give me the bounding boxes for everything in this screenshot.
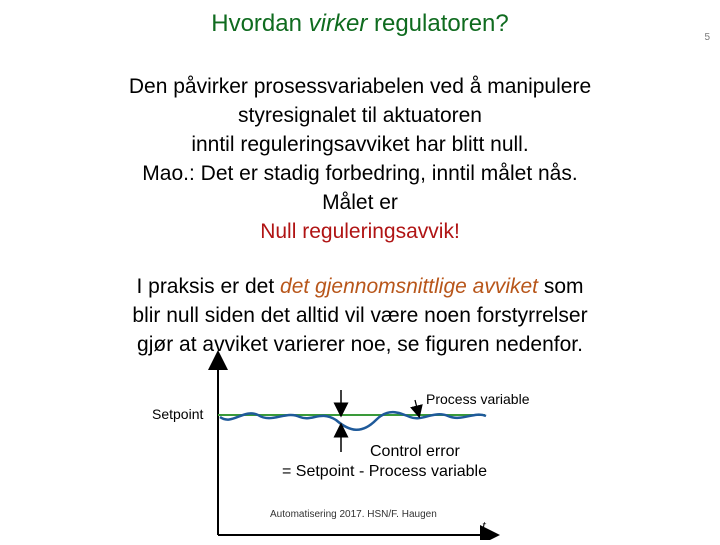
paragraph-1-line-1: Den påvirker prosessvariabelen ved å manipulere	[128, 75, 592, 98]
setpoint-label: Setpoint	[152, 406, 204, 422]
pv-arrow	[415, 400, 418, 412]
page-number: 5	[704, 32, 710, 43]
paragraph-2	[0, 272, 720, 359]
process-variable-label: Process variable	[426, 391, 530, 407]
paragraph-1-line-4: Mao.: Det er stadig forbedring, inntil målet nås.	[142, 162, 578, 185]
title-suffix: regulatoren?	[367, 10, 509, 37]
paragraph-1	[0, 72, 720, 246]
goal-highlight: Null reguleringsavvik!	[260, 220, 460, 243]
title-prefix: Hvordan	[211, 10, 309, 37]
paragraph-1-line-2: styresignalet til aktuatoren	[238, 104, 482, 127]
control-error-formula: = Setpoint - Process variable	[282, 463, 487, 480]
paragraph-2-suffix: som	[538, 275, 584, 298]
paragraph-1-line-3: inntil reguleringsavviket har blitt null.	[191, 133, 529, 156]
footer-credit: Automatisering 2017. HSN/F. Haugen	[270, 509, 437, 520]
paragraph-2-line-2: blir null siden det alltid vil være noen forstyrrelser	[132, 304, 588, 327]
slide-title	[0, 10, 720, 38]
paragraph-2-line-1	[0, 272, 720, 301]
paragraph-2-line-3: gjør at avviket varierer noe, se figuren nedenfor.	[137, 333, 583, 356]
control-error-label: Control error	[370, 443, 460, 460]
paragraph-2-prefix: I praksis er det	[136, 275, 281, 298]
title-emphasis: virker	[308, 10, 368, 37]
time-axis-label: t	[482, 519, 486, 534]
paragraph-1-line-5: Målet er	[322, 191, 398, 214]
average-error-emphasis: det gjennomsnittlige avviket	[280, 275, 539, 298]
